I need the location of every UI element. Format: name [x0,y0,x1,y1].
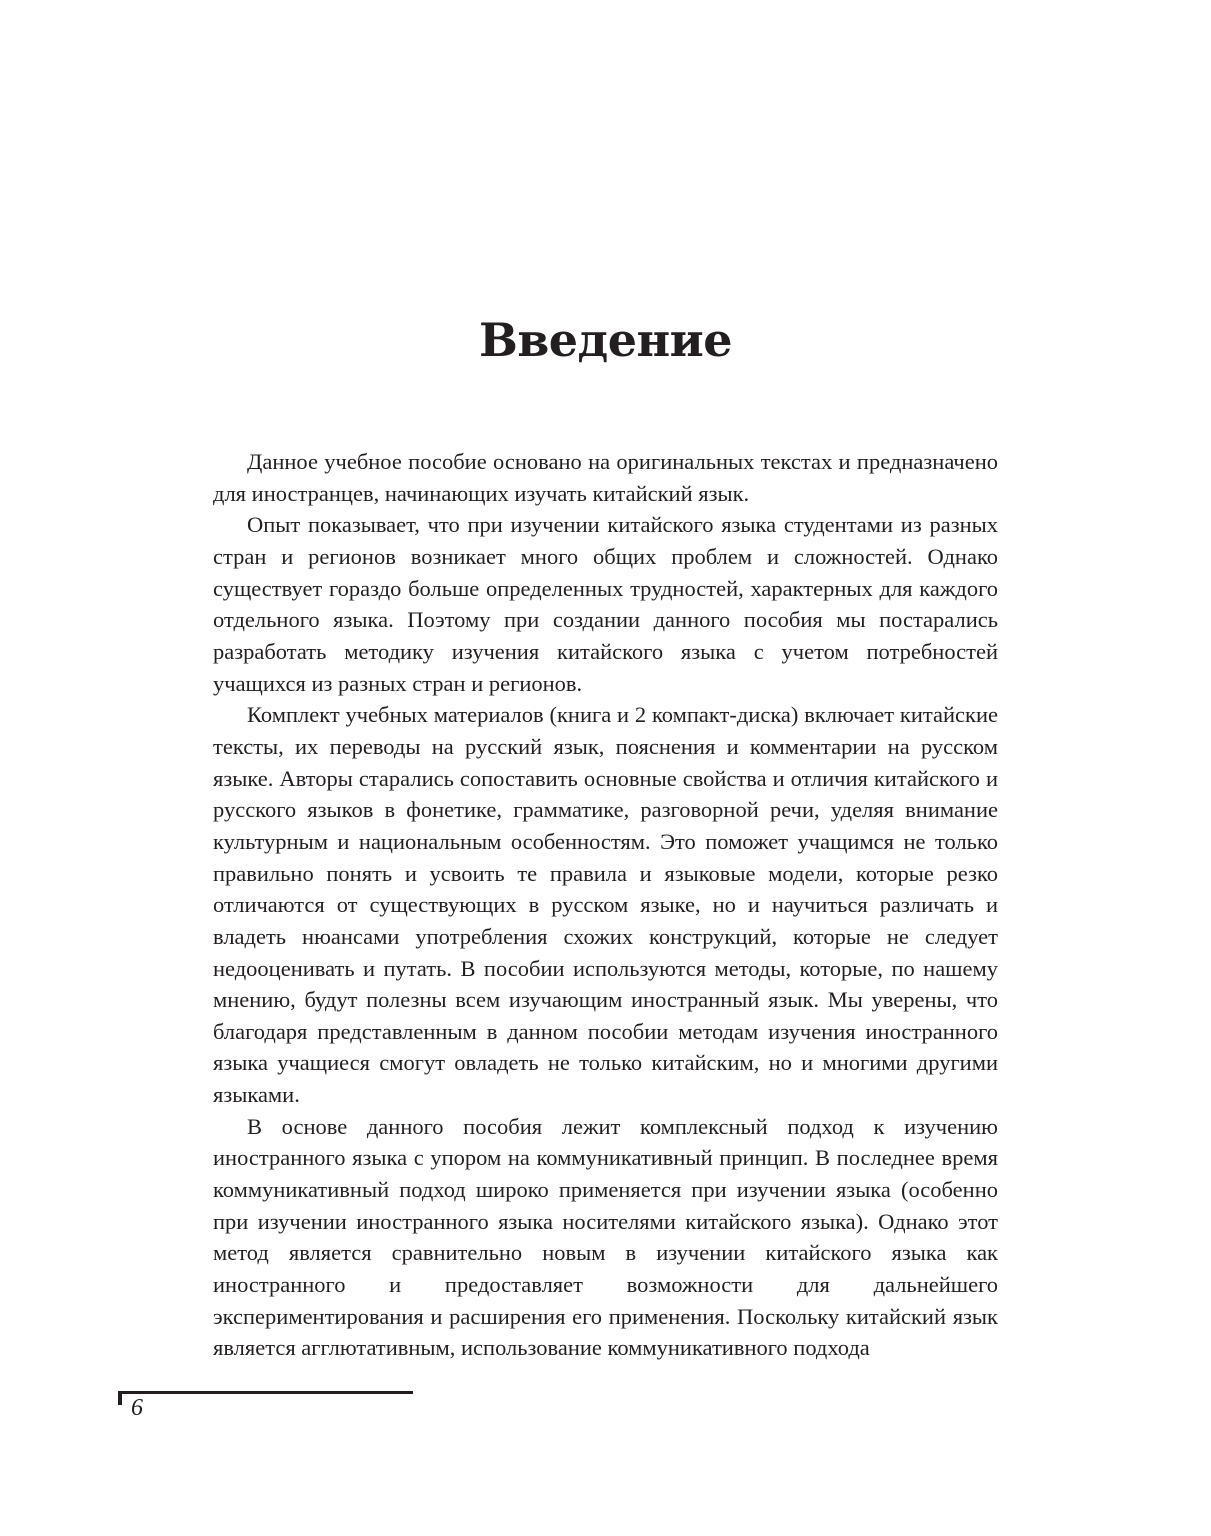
paragraph: Комплект учебных материалов (книга и 2 компакт-диска) включает китайские тексты, их переводы на русский язык, пояснения и комментарии на русском языке. Авторы старались сопоставить основные свойства и отличия китайского и русского языков в фонетике, грамматике, разговорной речи, уделяя внимание культурным и национальным особенностям. Это поможет учащимся не только правильно понять и усвоить те правила и языковые модели, которые резко отличаются от существующих в русском языке, но и научиться различать и владеть нюансами употребления схожих конструкций, которые не следует недооценивать и путать. В пособии используются методы, которые, по нашему мнению, будут полезны всем изучающим иностранный язык. Мы уверены, что благодаря представленным в данном пособии методам изучения иностранного языка учащиеся смогут овладеть не только китайским, но и многими другими языками. [213,702,998,1108]
paragraph: Данное учебное пособие основано на оригинальных текстах и предназначено для иностранцев, начинающих изучать китайский язык. [213,449,998,506]
paragraph: В основе данного пособия лежит комплексный подход к изучению иностранного языка с упором на коммуникативный принцип. В последнее время коммуникативный подход широко применяется при изучении языка (особенно при изучении иностранного языка носителями китайского языка). Однако этот метод является сравнительно новым в изучении китайского языка как иностранного и предоставляет возможности для дальнейшего экспериментирования и расширения его применения. Поскольку китайский язык является агглютативным, использование коммуникативного подхода [213,1113,998,1361]
page-number: 6 [131,1395,143,1421]
body-text [213,446,998,1364]
footer-corner-mark [118,1391,122,1405]
page-title: Введение [478,313,733,367]
paragraph: Опыт показывает, что при изучении китайского языка студентами из разных стран и регионов возникает много общих проблем и сложностей. Однако существует гораздо больше определенных трудностей, характерных для каждого отдельного языка. Поэтому при создании данного пособия мы постарались разработать методику изучения китайского языка с учетом потребностей учащихся из разных стран и регионов. [213,512,998,696]
footer-rule [118,1391,413,1394]
